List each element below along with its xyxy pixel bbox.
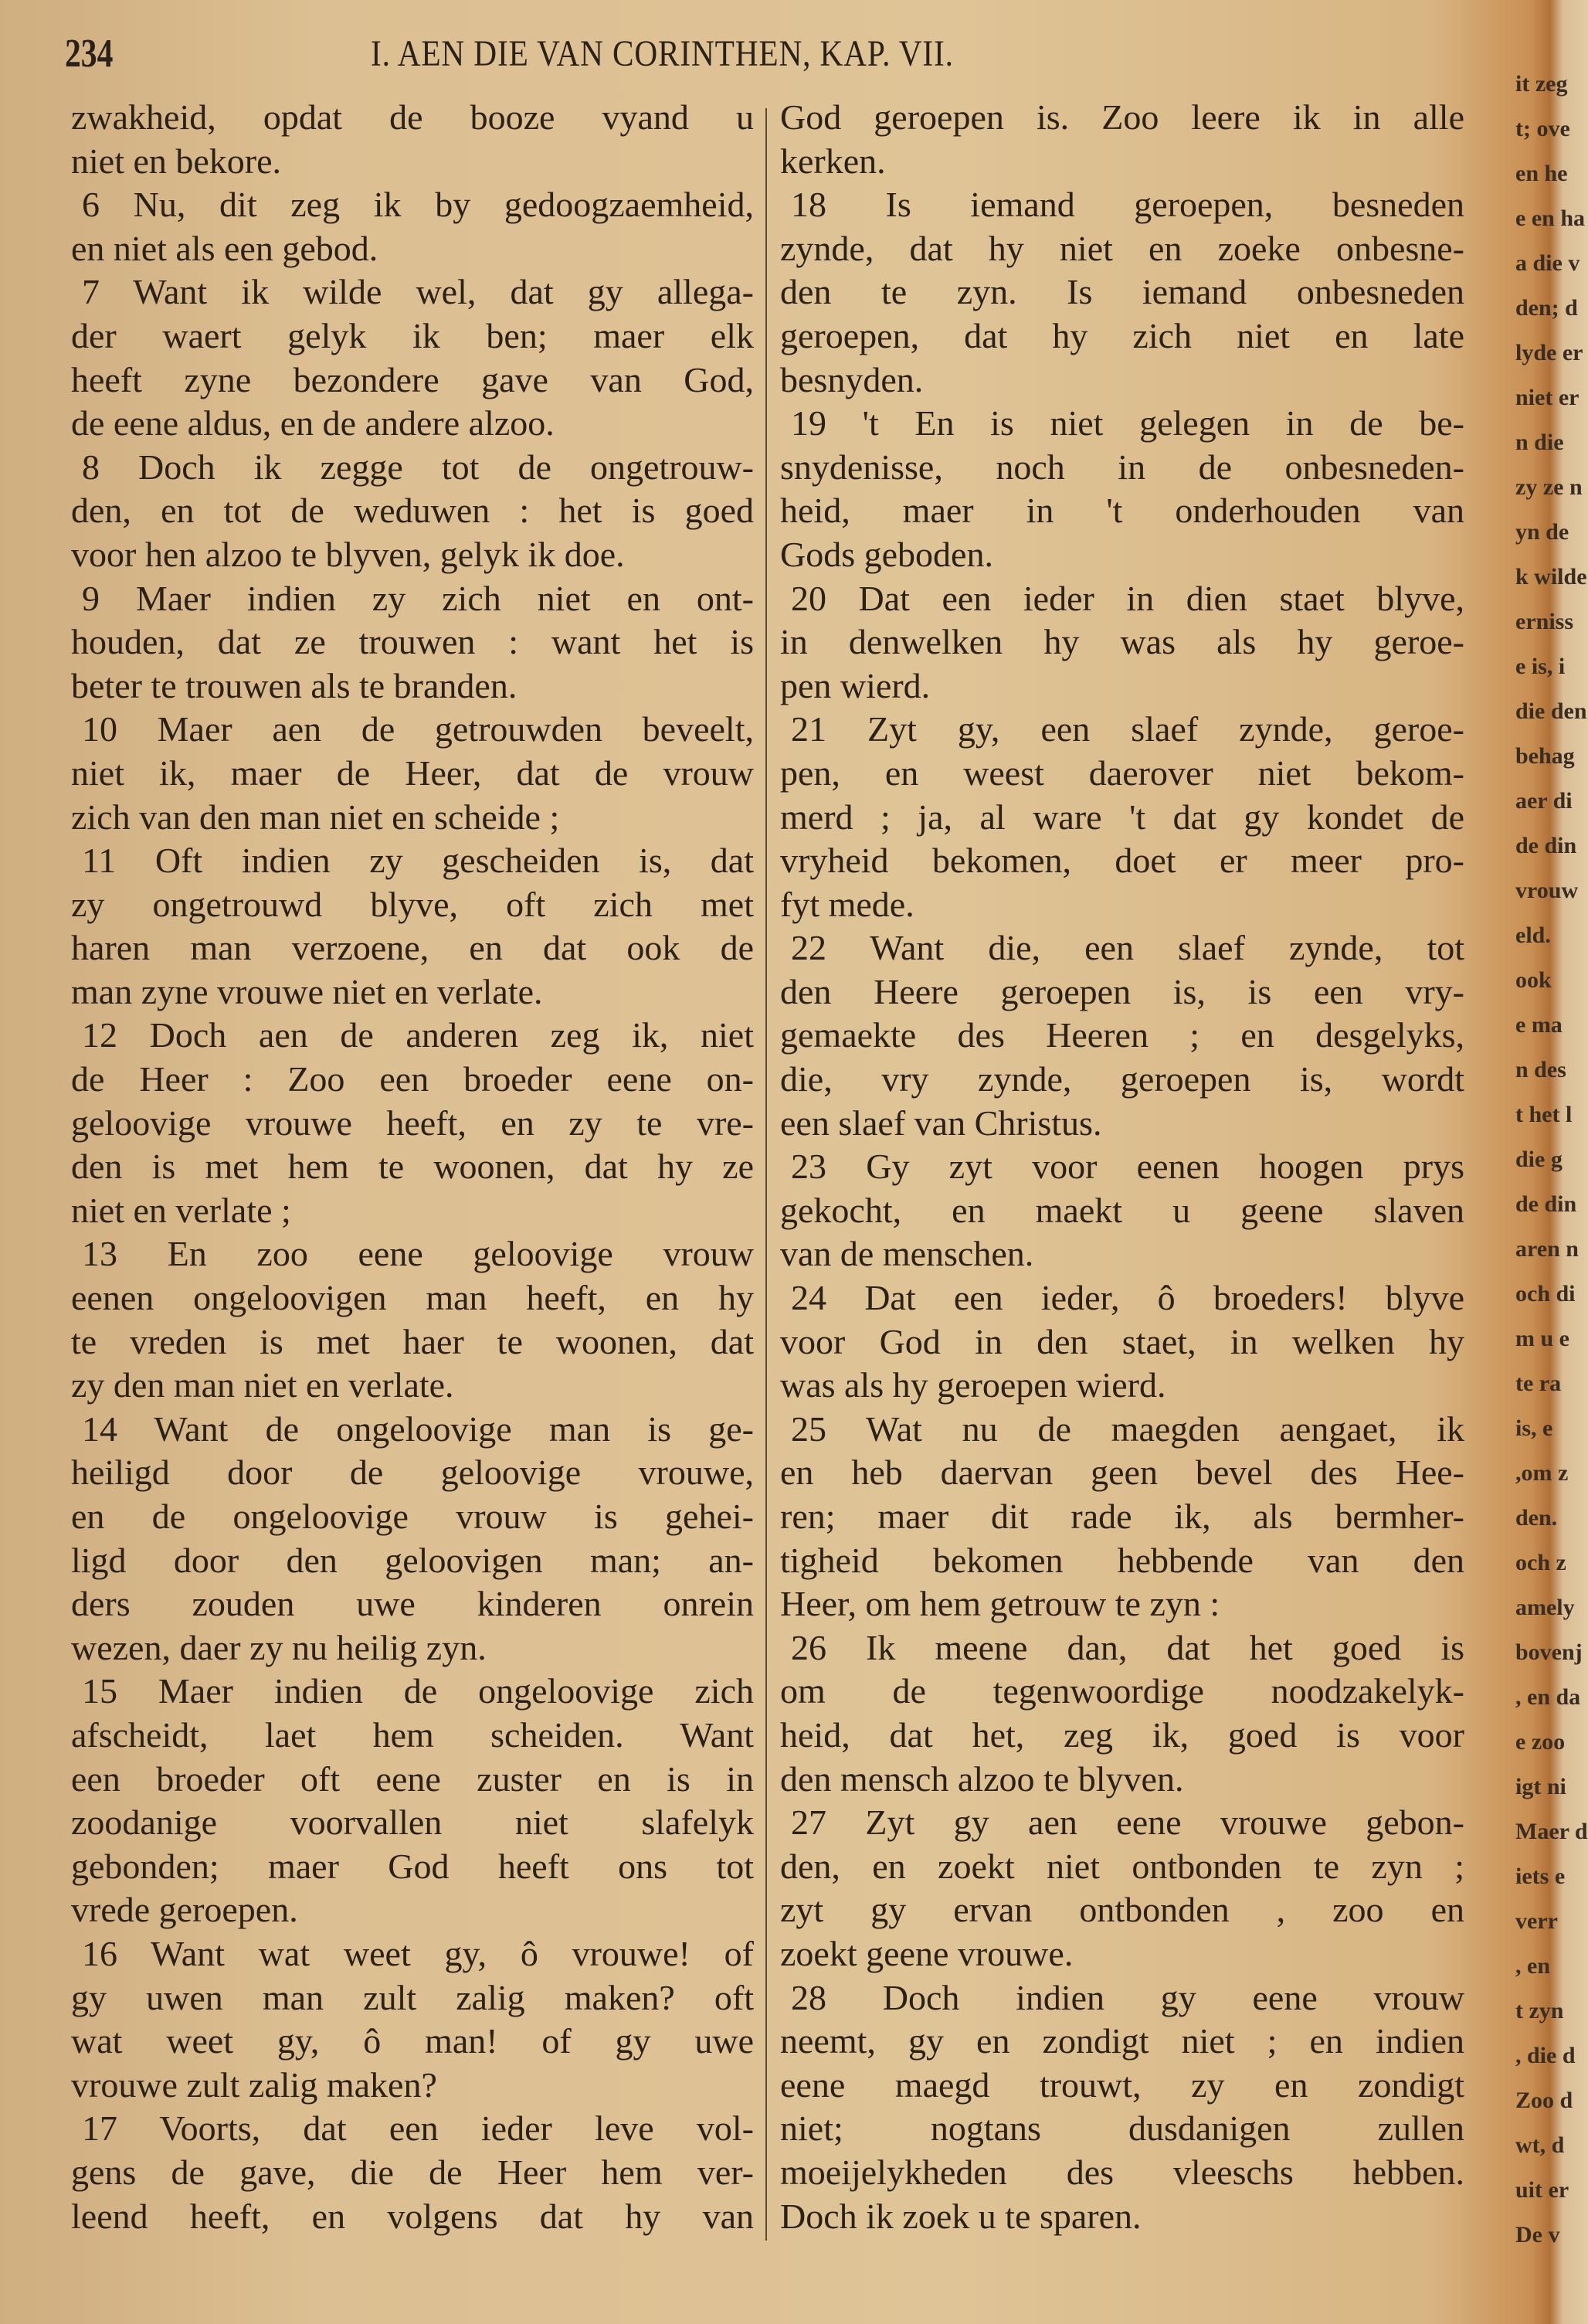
- text-line: den mensch alzoo te blyven.: [780, 1758, 1184, 1799]
- text-line: zwakheid, opdat de booze vyand u: [71, 97, 754, 137]
- paragraph: [71, 96, 754, 183]
- text-line: houden, dat ze trouwen : want het is: [71, 622, 754, 662]
- text-line: afscheidt, laet hem scheiden. Want: [71, 1714, 754, 1755]
- facing-page-fragment: amely: [1515, 1595, 1575, 1620]
- text-line: zyt gy ervan ontbonden , zoo en: [780, 1890, 1464, 1930]
- text-line: 12 Doch aen de anderen zeg ik, niet: [82, 1015, 754, 1055]
- facing-page-edge: [1515, 62, 1588, 2302]
- paragraph: [780, 183, 1464, 402]
- facing-page-fragment: vrouw: [1515, 878, 1579, 903]
- text-line: voor hen alzoo te blyven, gelyk ik doe.: [71, 534, 625, 574]
- text-line: in denwelken hy was als hy geroe-: [780, 622, 1464, 662]
- facing-page-fragment: bovenj: [1515, 1639, 1583, 1665]
- facing-page-fragment: die g: [1515, 1147, 1563, 1172]
- text-line: ligd door den geloovigen man; an-: [71, 1540, 754, 1580]
- facing-page-fragment: k wilde: [1515, 564, 1587, 589]
- paragraph: [780, 1801, 1464, 1976]
- text-line: pen, en weest daerover niet bekom-: [780, 753, 1464, 793]
- text-line: wat weet gy, ô man! of gy uwe: [71, 2021, 754, 2061]
- paragraph: [780, 1408, 1464, 1626]
- running-header: [65, 31, 1478, 85]
- text-line: man zyne vrouwe niet en verlate.: [71, 971, 543, 1011]
- text-line: niet en bekore.: [71, 141, 282, 181]
- facing-page-fragment: aer di: [1515, 788, 1573, 814]
- text-line: merd ; ja, al ware 't dat gy kondet de: [780, 797, 1464, 837]
- column-divider: [765, 108, 767, 2241]
- running-title: I. AEN DIE VAN CORINTHEN, KAP. VII.: [371, 33, 954, 74]
- facing-page-fragment: e zoo: [1515, 1729, 1566, 1755]
- text-line: 21 Zyt gy, een slaef zynde, geroe-: [791, 709, 1464, 749]
- text-line: gy uwen man zult zalig maken? oft: [71, 1977, 754, 2017]
- paragraph: [71, 270, 754, 445]
- facing-page-fragment: erniss: [1515, 609, 1573, 634]
- paragraph: [71, 577, 754, 708]
- facing-page-fragment: Zoo d: [1515, 2088, 1573, 2113]
- text-line: was als hy geroepen wierd.: [780, 1365, 1166, 1405]
- text-line: 14 Want de ongeloovige man is ge-: [82, 1408, 754, 1449]
- facing-page-fragment: ook: [1515, 967, 1552, 993]
- text-line: een broeder oft eene zuster en is in: [71, 1758, 754, 1799]
- facing-page-fragment: , die d: [1515, 2043, 1576, 2068]
- text-line: en de ongeloovige vrouw is gehei-: [71, 1497, 754, 1536]
- text-line: 27 Zyt gy aen eene vrouwe gebon-: [791, 1802, 1464, 1843]
- text-line: 22 Want die, een slaef zynde, tot: [791, 928, 1464, 968]
- right-column: [780, 96, 1464, 2238]
- text-line: 24 Dat een ieder, ô broeders! blyve: [791, 1278, 1464, 1318]
- facing-page-fragment: die den: [1515, 698, 1587, 724]
- facing-page-fragment: iets e: [1515, 1864, 1566, 1889]
- facing-page-fragment: is, e: [1515, 1415, 1553, 1441]
- facing-page-fragment: te ra: [1515, 1371, 1562, 1396]
- facing-page-fragment: eld.: [1515, 922, 1551, 948]
- text-line: 26 Ik meene dan, dat het goed is: [791, 1627, 1464, 1667]
- text-line: 15 Maer indien de ongeloovige zich: [82, 1671, 754, 1711]
- text-line: niet en verlate ;: [71, 1190, 291, 1230]
- text-line: en heb daervan geen bevel des Hee-: [780, 1452, 1464, 1493]
- facing-page-fragment: niet er: [1515, 385, 1580, 410]
- paragraph: [71, 446, 754, 577]
- facing-page-fragment: wt, d: [1515, 2132, 1565, 2158]
- text-line: niet ik, maer de Heer, dat de vrouw: [71, 753, 754, 793]
- text-line: moeijelykheden des vleeschs hebben.: [780, 2152, 1464, 2192]
- text-line: vrede geroepen.: [71, 1890, 298, 1930]
- left-column: [71, 96, 754, 2238]
- paragraph: [780, 577, 1464, 708]
- text-line: geroepen, dat hy zich niet en late: [780, 315, 1464, 355]
- text-line: fyt mede.: [780, 884, 914, 924]
- paragraph: [780, 96, 1464, 183]
- paragraph: [71, 1232, 754, 1407]
- text-line: den Heere geroepen is, is een vry-: [780, 971, 1464, 1011]
- facing-page-fragment: yn de: [1515, 519, 1569, 545]
- facing-page-fragment: igt ni: [1515, 1774, 1566, 1799]
- text-line: den, en zoekt niet ontbonden te zyn ;: [780, 1846, 1464, 1886]
- facing-page-fragment: en he: [1515, 161, 1568, 186]
- text-line: de eene aldus, en de andere alzoo.: [71, 403, 555, 443]
- paragraph: [71, 839, 754, 1014]
- paragraph: [71, 2107, 754, 2238]
- text-line: den is met hem te woonen, dat hy ze: [71, 1147, 754, 1187]
- text-line: Gods geboden.: [780, 534, 993, 574]
- text-line: 17 Voorts, dat een ieder leve vol-: [82, 2108, 754, 2149]
- text-line: heiligd door de geloovige vrouwe,: [71, 1452, 754, 1493]
- text-line: gebonden; maer God heeft ons tot: [71, 1846, 754, 1886]
- facing-page-fragment: och di: [1515, 1281, 1576, 1306]
- text-line: 28 Doch indien gy eene vrouw: [791, 1977, 1464, 2017]
- paragraph: [71, 708, 754, 839]
- facing-page-fragment: och z: [1515, 1550, 1566, 1575]
- facing-page-fragment: n die: [1515, 430, 1564, 455]
- paragraph: [71, 1932, 754, 2107]
- text-line: zynde, dat hy niet en zoeke onbesne-: [780, 228, 1464, 268]
- text-line: snydenisse, noch in de onbesneden-: [780, 447, 1464, 487]
- text-line: zy ongetrouwd blyve, oft zich met: [71, 884, 754, 924]
- text-line: Doch ik zoek u te sparen.: [780, 2196, 1142, 2236]
- text-line: pen wierd.: [780, 665, 931, 705]
- facing-page-fragment: behag: [1515, 743, 1575, 769]
- text-line: zoodanige voorvallen niet slafelyk: [71, 1802, 754, 1843]
- text-line: zy den man niet en verlate.: [71, 1365, 454, 1405]
- text-line: zich van den man niet en scheide ;: [71, 797, 560, 837]
- text-line: en niet als een gebod.: [71, 228, 378, 268]
- facing-page-fragment: aren n: [1515, 1236, 1579, 1262]
- text-line: beter te trouwen als te branden.: [71, 665, 517, 705]
- text-line: 13 En zoo eene geloovige vrouw: [82, 1234, 754, 1274]
- paragraph: [780, 1626, 1464, 1801]
- text-line: eene maegd trouwt, zy en zondigt: [780, 2064, 1464, 2105]
- text-line: 16 Want wat weet gy, ô vrouwe! of: [82, 1933, 754, 1973]
- text-line: 8 Doch ik zegge tot de ongetrouw-: [82, 447, 754, 487]
- text-line: te vreden is met haer te woonen, dat: [71, 1321, 754, 1361]
- text-line: den te zyn. Is iemand onbesneden: [780, 272, 1464, 312]
- text-line: 10 Maer aen de getrouwden beveelt,: [82, 709, 754, 749]
- facing-page-fragment: e is, i: [1515, 654, 1566, 679]
- page-number: 234: [65, 32, 114, 76]
- facing-page-fragment: t zyn: [1515, 1998, 1564, 2023]
- text-line: tigheid bekomen hebbende van den: [780, 1540, 1464, 1580]
- text-line: 6 Nu, dit zeg ik by gedoogzaemheid,: [82, 185, 754, 225]
- text-line: van de menschen.: [780, 1234, 1034, 1274]
- facing-page-fragment: t het l: [1515, 1102, 1573, 1127]
- facing-page-fragment: De v: [1515, 2222, 1560, 2248]
- paragraph: [71, 183, 754, 270]
- text-line: vryheid bekomen, doet er meer pro-: [780, 841, 1464, 881]
- text-line: kerken.: [780, 141, 886, 181]
- text-line: om de tegenwoordige noodzakelyk-: [780, 1671, 1464, 1711]
- facing-page-fragment: den.: [1515, 1505, 1558, 1531]
- text-line: 11 Oft indien zy gescheiden is, dat: [82, 841, 754, 881]
- text-line: ren; maer dit rade ik, als bermher-: [780, 1497, 1464, 1536]
- paragraph: [71, 1408, 754, 1670]
- text-line: 23 Gy zyt voor eenen hoogen prys: [791, 1147, 1464, 1187]
- facing-page-fragment: ,om z: [1515, 1460, 1569, 1486]
- text-line: niet; nogtans dusdanigen zullen: [780, 2108, 1464, 2149]
- paragraph: [780, 402, 1464, 576]
- text-line: heeft zyne bezondere gave van God,: [71, 359, 754, 399]
- paragraph: [780, 1276, 1464, 1408]
- text-line: eenen ongeloovigen man heeft, en hy: [71, 1278, 754, 1318]
- paragraph: [71, 1670, 754, 1932]
- text-line: vrouwe zult zalig maken?: [71, 2064, 437, 2105]
- facing-page-fragment: de din: [1515, 1191, 1577, 1217]
- paragraph: [71, 1014, 754, 1232]
- facing-page-fragment: n des: [1515, 1057, 1566, 1082]
- facing-page-fragment: Maer d: [1515, 1819, 1588, 1844]
- text-line: den, en tot de weduwen : het is goed: [71, 491, 754, 531]
- facing-page-fragment: de din: [1515, 833, 1577, 858]
- text-line: haren man verzoene, en dat ook de: [71, 928, 754, 968]
- text-line: Heer, om hem getrouw te zyn :: [780, 1584, 1220, 1624]
- facing-page-fragment: zy ze n: [1515, 474, 1583, 500]
- paragraph: [780, 926, 1464, 1145]
- facing-page-fragment: e en ha: [1515, 206, 1585, 231]
- facing-page-fragment: lyde er: [1515, 340, 1583, 365]
- facing-page-fragment: , en: [1515, 1953, 1550, 1979]
- paragraph: [780, 1145, 1464, 1276]
- paragraph: [780, 1976, 1464, 2239]
- text-line: gemaekte des Heeren ; en desgelyks,: [780, 1015, 1464, 1055]
- paragraph: [780, 708, 1464, 926]
- text-line: besnyden.: [780, 359, 924, 399]
- text-line: 19 't En is niet gelegen in de be-: [791, 403, 1464, 443]
- text-line: 7 Want ik wilde wel, dat gy allega-: [82, 272, 754, 312]
- text-line: gens de gave, die de Heer hem ver-: [71, 2152, 754, 2192]
- text-line: 25 Wat nu de maegden aengaet, ik: [791, 1408, 1464, 1449]
- text-line: 9 Maer indien zy zich niet en ont-: [82, 578, 754, 618]
- text-line: God geroepen is. Zoo leere ik in alle: [780, 97, 1464, 137]
- text-line: geloovige vrouwe heeft, en zy te vre-: [71, 1103, 754, 1143]
- text-line: 20 Dat een ieder in dien staet blyve,: [791, 578, 1464, 618]
- text-line: de Heer : Zoo een broeder eene on-: [71, 1059, 754, 1099]
- facing-page-fragment: den; d: [1515, 295, 1578, 321]
- text-line: zoekt geene vrouwe.: [780, 1933, 1074, 1973]
- text-line: wezen, daer zy nu heilig zyn.: [71, 1627, 487, 1667]
- text-line: der waert gelyk ik ben; maer elk: [71, 315, 754, 355]
- facing-page-fragment: t; ove: [1515, 116, 1570, 141]
- facing-page-fragment: e ma: [1515, 1012, 1563, 1038]
- text-line: die, vry zynde, geroepen is, wordt: [780, 1059, 1464, 1099]
- facing-page-fragment: , en da: [1515, 1684, 1581, 1710]
- text-line: voor God in den staet, in welken hy: [780, 1321, 1464, 1361]
- text-line: 18 Is iemand geroepen, besneden: [791, 185, 1464, 225]
- text-line: leend heeft, en volgens dat hy van: [71, 2196, 754, 2236]
- text-line: een slaef van Christus.: [780, 1103, 1102, 1143]
- text-line: heid, dat het, zeg ik, goed is voor: [780, 1714, 1464, 1755]
- facing-page-fragment: it zeg: [1515, 71, 1568, 97]
- facing-page-fragment: uit er: [1515, 2177, 1569, 2203]
- text-line: ders zouden uwe kinderen onrein: [71, 1584, 754, 1624]
- facing-page-fragment: m u e: [1515, 1326, 1569, 1351]
- facing-page-fragment: verr: [1515, 1908, 1558, 1934]
- facing-page-fragment: a die v: [1515, 250, 1580, 276]
- text-line: gekocht, en maekt u geene slaven: [780, 1190, 1464, 1230]
- text-line: heid, maer in 't onderhouden van: [780, 491, 1464, 531]
- text-line: neemt, gy en zondigt niet ; en indien: [780, 2021, 1464, 2061]
